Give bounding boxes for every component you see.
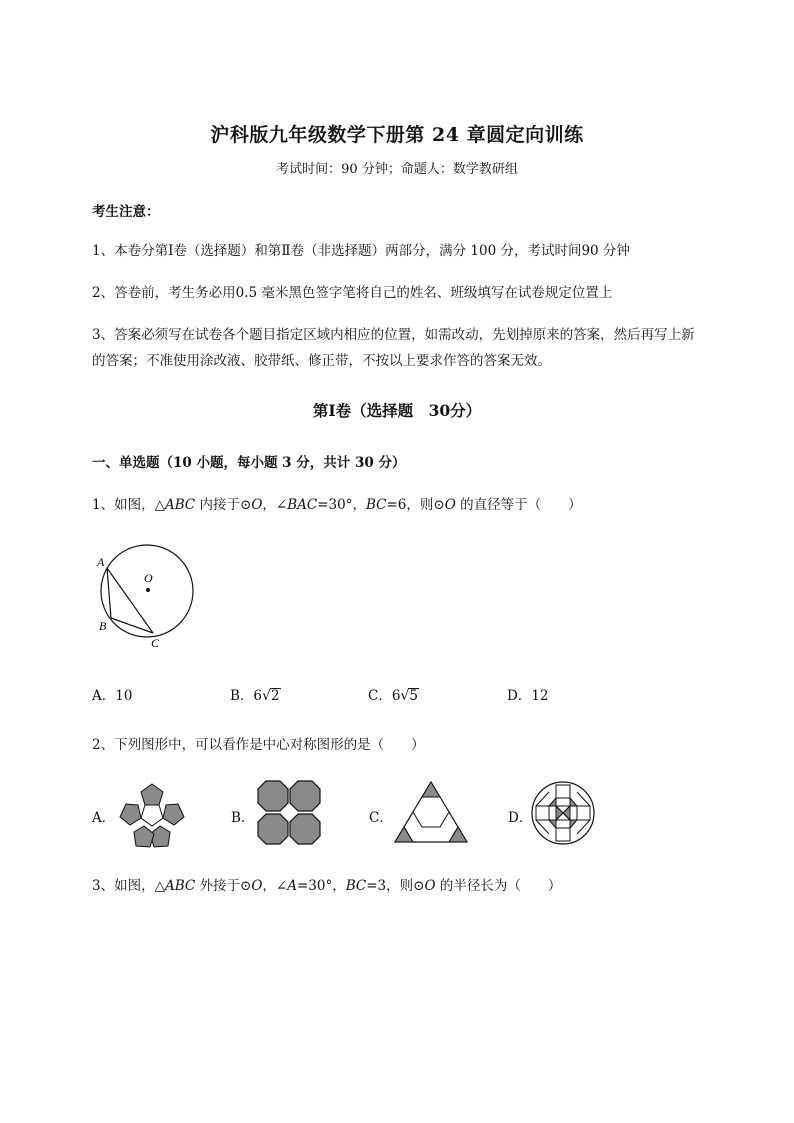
label-b: B xyxy=(99,619,107,633)
pentagon-left-top xyxy=(120,804,141,825)
q2-figure-b[interactable] xyxy=(257,780,321,846)
pentagon-left-bottom xyxy=(134,826,154,847)
segment-ab xyxy=(107,568,111,618)
part-heading: 一、单选题（10 小题，每小题 3 分，共计 30 分） xyxy=(92,455,406,471)
notice-item-2: 2、答卷前，考生务必用0.5 毫米黑色签字笔将自己的姓名、班级填写在试卷规定位置上 xyxy=(92,285,613,301)
q2-figure-a[interactable] xyxy=(114,780,190,850)
square-left xyxy=(536,806,549,820)
octagon-bl xyxy=(258,814,288,844)
question-1-figure xyxy=(88,548,208,658)
exam-subtitle: 考试时间：90 分钟；命题人：数学教研组 xyxy=(276,162,518,177)
pentagon-top xyxy=(141,784,163,805)
question-1-text: 1、如图，△ABC 内接于⊙O，∠BAC=30°，BC=6，则⊙O 的直径等于（ ） xyxy=(92,497,582,513)
notice-item-3-cont: 的答案；不准使用涂改液、胶带纸、修正带，不按以上要求作答的答案无效。 xyxy=(92,353,551,369)
triangle-top xyxy=(422,782,440,797)
q2-option-d-label[interactable]: D． xyxy=(508,810,533,826)
notice-heading: 考生注意： xyxy=(92,204,160,220)
q2-option-a-label[interactable]: A． xyxy=(92,810,116,826)
q1-option-c[interactable]: C．6√5 xyxy=(368,688,418,704)
q2-option-c-label[interactable]: C． xyxy=(369,810,393,826)
octagon-br xyxy=(290,814,320,844)
q1-option-a[interactable]: A．10 xyxy=(92,688,133,704)
square-top xyxy=(556,785,570,798)
exam-title: 沪科版九年级数学下册第 24 章圆定向训练 xyxy=(210,124,584,146)
pentagon-right-top xyxy=(163,804,184,825)
q1-option-d[interactable]: D．12 xyxy=(507,688,549,704)
q2-figure-c[interactable] xyxy=(393,780,469,844)
q1-option-b[interactable]: B．6√2 xyxy=(230,688,280,704)
notice-item-1: 1、本卷分第Ⅰ卷（选择题）和第Ⅱ卷（非选择题）两部分，满分 100 分，考试时间90 分钟 xyxy=(92,243,630,259)
label-c: C xyxy=(151,636,160,650)
question-2-text: 2、下列图形中，可以看作是中心对称图形的是（ ） xyxy=(92,737,425,753)
label-o: O xyxy=(144,571,153,585)
label-a: A xyxy=(97,555,105,569)
square-right xyxy=(577,806,590,820)
center-point xyxy=(146,588,150,592)
q2-option-b-label[interactable]: B． xyxy=(231,810,255,826)
q2-figure-d[interactable] xyxy=(530,780,596,846)
octagon-tr xyxy=(290,781,320,811)
notice-item-3: 3、答案必须写在试卷各个题目指定区域内相应的位置，如需改动，先划掉原来的答案，然后再写上新 xyxy=(92,327,695,343)
question-3-text: 3、如图，△ABC 外接于⊙O，∠A=30°，BC=3，则⊙O 的半径长为（ ） xyxy=(92,878,562,894)
section-title: 第Ⅰ卷（选择题 30分） xyxy=(312,401,482,420)
octagon-tl xyxy=(258,781,288,811)
square-bottom xyxy=(556,828,570,841)
